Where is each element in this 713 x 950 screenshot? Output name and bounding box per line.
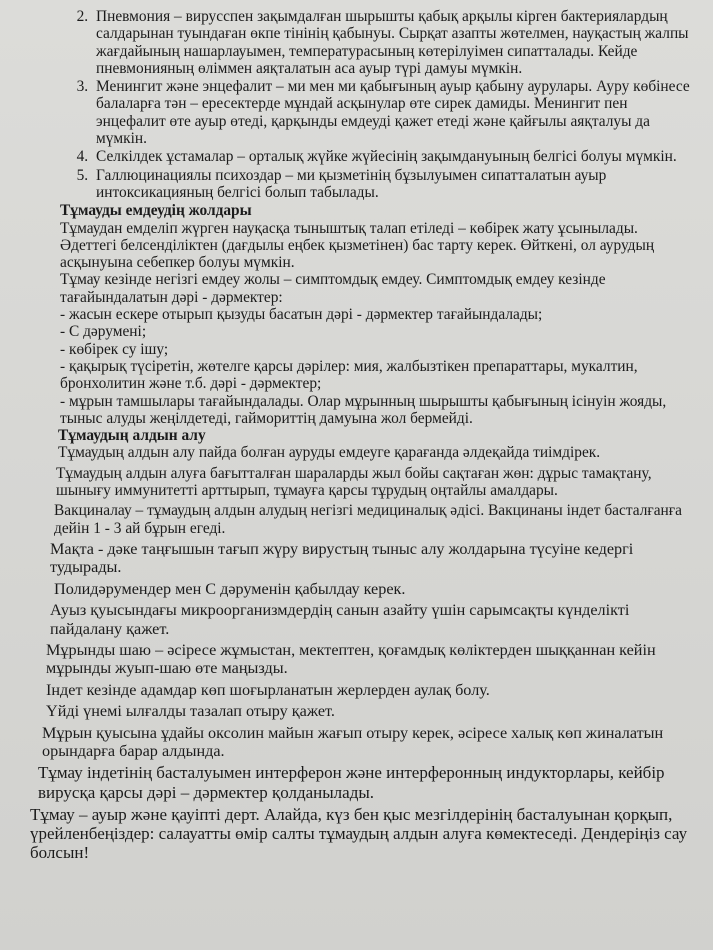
prevention-paragraph: Вакциналау – тұмаудың алдын алудың негізгі медициналық әдісі. Вакцинаны індет басталғанға дейін 1 - 3 ай бұрын егеді. — [54, 502, 682, 537]
treatment-heading: Тұмауды емдеудің жолдары — [60, 202, 252, 220]
prevention-paragraph: Мақта - дәке таңғышын тағып жүру вирустың тыныс алу жолдарына түсуіне кедергі тудырады. — [50, 539, 634, 577]
prevention-paragraph: Тұмау – ауыр және қауіпті дерт. Алайда, күз бен қыс мезгілдерінің басталуынан қорқып, үрейленбеңіздер: салауатты өмір салты тұмаудың алдын алуға көмектеседі. Дендеріңіз сау болсын! — [30, 804, 688, 863]
list-item: 4. Селкілдек ұстамалар – орталық жүйке жүйесінің зақымдануының белгісі болуы мүмкін. — [92, 148, 695, 165]
complications-list — [22, 8, 695, 201]
prevention-paragraph: Мұрын қуысына ұдайы оксолин майын жағып отыру керек, әсіресе халық көп жиналатын орындарға барар алдында. — [42, 723, 664, 760]
prevention-paragraph: Індет кезінде адамдар көп шоғырланатын жерлерден аулақ болу. — [46, 680, 490, 699]
treatment-paragraph: Тұмаудан емделіп жүрген науқасқа тыныштық талап етіледі – көбірек жату ұсынылады. Әдеттегі белсенділіктен (дағдылы еңбек қызметінен) бас тарту керек. Өйткені, ол аурудың асқынуына себепкер болуы мүмкін. — [60, 219, 655, 272]
prevention-paragraph: Тұмаудың алдын алу пайда болған ауруды емдеуге қарағанда әлдеқайда тиімдірек. — [58, 444, 601, 462]
treatment-bullet: - мұрын тамшылары тағайындалады. Олар мұрынның шырышты қабығының ісінуін жояды, тыныс алуды жеңілдетеді, гаймориттің дамуына жол бермейді. — [60, 392, 667, 427]
treatment-section — [60, 202, 695, 427]
prevention-paragraph: Үйді үнемі ылғалды тазалап отыру қажет. — [46, 702, 335, 721]
prevention-paragraph: Ауыз қуысындағы микроорганизмдердің санын азайту үшін сарымсақты күнделікті пайдалану қажет. — [50, 601, 630, 638]
prevention-paragraph: Тұмаудың алдын алуға бағытталған шараларды жыл бойы сақтаған жөн: дұрыс тамақтану, шынығу иммунитетті арттырып, тұмауға қарсы тұрудың оңтайлы амалдары. — [56, 464, 652, 500]
treatment-bullet: - қақырық түсіретін, жөтелге қарсы дәрілер: мия, жалбызтікен препараттары, мукалтин, бронхолитин және т.б. дәрі - дәрмектер; — [60, 357, 638, 393]
list-item: 2. Пневмония – вирусспен зақымдалған шырышты қабық арқылы кірген бактериялардың салдарынан туындаған өкпе тінінің қабынуы. Сырқат азапты жөтелмен, науқастың жалпы жағдайының нашарлауымен, температурасының көтерілуімен сипатталады. Кейде пневмонияның өліммен аяқталатын аса ауыр түрі дамуы мүмкін. — [92, 8, 695, 77]
prevention-paragraph: Тұмау індетінің басталуымен интерферон және интерферонның индукторлары, кейбір вирусқа қарсы дәрі – дәрмектер қолданылады. — [38, 763, 665, 802]
prevention-paragraph: Мұрынды шаю – әсіресе жұмыстан, мектептен, қоғамдық көліктерден шыққаннан кейін мұрынды жуып-шаю өте маңызды. — [46, 640, 656, 678]
treatment-bullet: - көбірек су ішу; — [60, 340, 169, 358]
prevention-section — [30, 427, 695, 863]
treatment-bullet: - С дәрумені; — [60, 323, 147, 341]
treatment-bullet: - жасын ескере отырып қызуды басатын дәрі - дәрмектер тағайындалады; — [60, 306, 543, 324]
treatment-paragraph: Тұмау кезінде негізгі емдеу жолы – симптомдық емдеу. Симптомдық емдеу кезінде тағайындалатын дәрі - дәрмектер: — [60, 271, 606, 306]
list-item: 5. Галлюцинациялы психоздар – ми қызметінің бұзылуымен сипатталатын ауыр интоксикацияның белгісі болып табылады. — [92, 167, 695, 202]
prevention-paragraph: Полидәрумендер мен С дәруменін қабылдау керек. — [54, 579, 406, 598]
prevention-heading: Тұмаудың алдын алу — [58, 427, 206, 445]
list-item: 3. Менингит және энцефалит – ми мен ми қабығының ауыр қабыну аурулары. Ауру көбінесе балаларға тән – ересектерде мұндай асқынулар өте сирек дамиды. Менингит пен энцефалит өте ауыр өтеді, қарқынды емдеуді қажет етеді және қайғылы аяқталуы да мүмкін. — [92, 78, 695, 147]
